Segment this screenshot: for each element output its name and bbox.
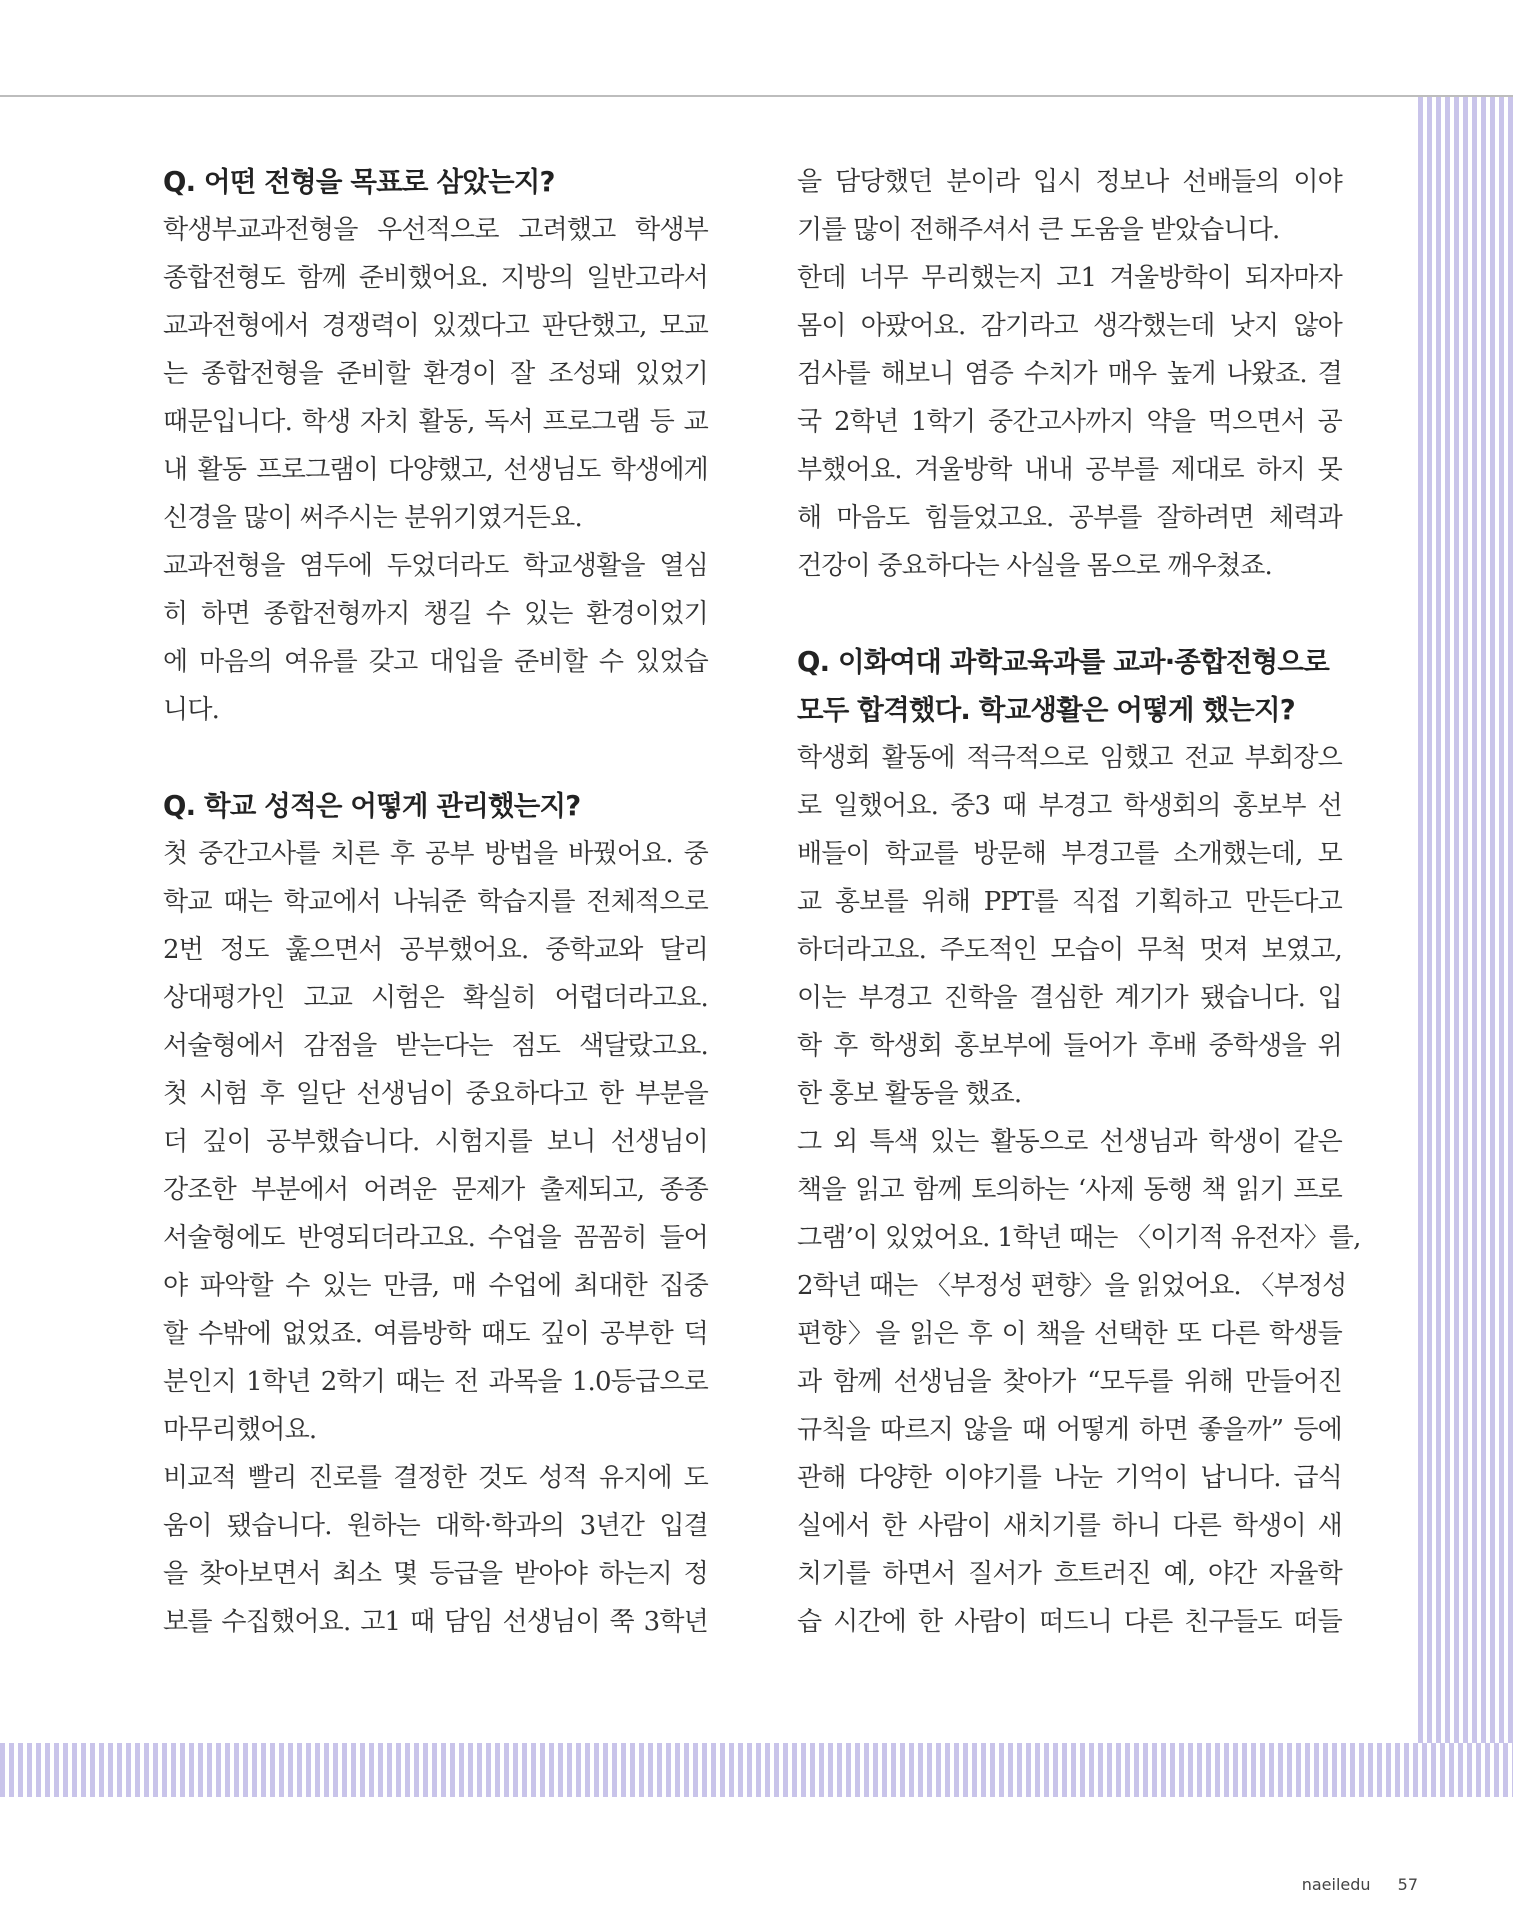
text-line: 치기를 하면서 질서가 흐트러진 예, 야간 자율학 [797, 1559, 1342, 1589]
question-heading [797, 638, 1342, 734]
answer-paragraph [163, 206, 708, 542]
text-line: 학생회 활동에 적극적으로 임했고 전교 부회장으 [797, 743, 1342, 773]
text-line: 신경을 많이 써주시는 분위기였거든요. [163, 503, 582, 533]
question-heading: Q. 어떤 전형을 목표로 삼았는지? [163, 166, 555, 198]
text-line: 서술형에도 반영되더라고요. 수업을 꼼꼼히 들어 [163, 1223, 708, 1253]
text-line: 배들이 학교를 방문해 부경고를 소개했는데, 모 [797, 839, 1342, 869]
answer-paragraph [163, 830, 708, 1454]
page-footer [1302, 1875, 1418, 1894]
text-line: 히 하면 종합전형까지 챙길 수 있는 환경이었기 [163, 599, 708, 629]
text-line: 해 마음도 힘들었고요. 공부를 잘하려면 체력과 [797, 503, 1342, 533]
text-line: 는 종합전형을 준비할 환경이 잘 조성돼 있었기 [163, 359, 708, 389]
text-line: 교과전형을 염두에 두었더라도 학교생활을 열심 [163, 551, 708, 581]
text-line: 2번 정도 훑으면서 공부했어요. 중학교와 달리 [163, 935, 708, 965]
text-line: 을 찾아보면서 최소 몇 등급을 받아야 하는지 정 [163, 1559, 708, 1589]
question-heading: Q. 학교 성적은 어떻게 관리했는지? [163, 790, 581, 822]
text-line: 로 일했어요. 중3 때 부경고 학생회의 홍보부 선 [797, 791, 1342, 821]
text-line: 할 수밖에 없었죠. 여름방학 때도 깊이 공부한 덕 [163, 1319, 708, 1349]
text-line: 종합전형도 함께 준비했어요. 지방의 일반고라서 [163, 263, 708, 293]
text-line: 내 활동 프로그램이 다양했고, 선생님도 학생에게 [163, 455, 708, 485]
text-line: 한데 너무 무리했는지 고1 겨울방학이 되자마자 [797, 263, 1342, 293]
text-line: 책을 읽고 함께 토의하는 ‘사제 동행 책 읽기 프로 [797, 1175, 1342, 1205]
text-line: 관해 다양한 이야기를 나눈 기억이 납니다. 급식 [797, 1463, 1342, 1493]
answer-paragraph [797, 734, 1342, 1118]
text-line: 몸이 아팠어요. 감기라고 생각했는데 낫지 않아 [797, 311, 1342, 341]
question-heading-line: Q. 이화여대 과학교육과를 교과·종합전형으로 [797, 646, 1329, 678]
text-line: 건강이 중요하다는 사실을 몸으로 깨우쳤죠. [797, 551, 1273, 581]
text-line: 때문입니다. 학생 자치 활동, 독서 프로그램 등 교 [163, 407, 708, 437]
text-line: 부했어요. 겨울방학 내내 공부를 제대로 하지 못 [797, 455, 1342, 485]
text-line: 기를 많이 전해주셔서 큰 도움을 받았습니다. [797, 215, 1280, 245]
text-line: 야 파악할 수 있는 만큼, 매 수업에 최대한 집중 [163, 1271, 708, 1301]
footer-brand: naeiledu [1301, 1875, 1371, 1894]
text-line: 과 함께 선생님을 찾아가 “모두를 위해 만들어진 [797, 1367, 1342, 1397]
text-line: 움이 됐습니다. 원하는 대학·학과의 3년간 입결 [163, 1511, 708, 1541]
text-line: 강조한 부분에서 어려운 문제가 출제되고, 종종 [163, 1175, 708, 1205]
right-column [797, 158, 1361, 1646]
answer-paragraph [797, 158, 1342, 254]
text-line: 편향〉을 읽은 후 이 책을 선택한 또 다른 학생들 [797, 1319, 1342, 1349]
text-line: 한 홍보 활동을 했죠. [797, 1079, 1022, 1109]
text-line: 학생부교과전형을 우선적으로 고려했고 학생부 [163, 215, 708, 245]
answer-paragraph [163, 542, 708, 734]
question-heading-line: 모두 합격했다. 학교생활은 어떻게 했는지? [797, 694, 1295, 726]
text-line: 2학년 때는 〈부정성 편향〉을 읽었어요. 〈부정성 [797, 1271, 1347, 1301]
text-line: 서술형에서 감점을 받는다는 점도 색달랐고요. [163, 1031, 708, 1061]
text-line: 교과전형에서 경쟁력이 있겠다고 판단했고, 모교 [163, 311, 708, 341]
text-line: 규칙을 따르지 않을 때 어떻게 하면 좋을까” 등에 [797, 1415, 1342, 1445]
text-line: 검사를 해보니 염증 수치가 매우 높게 나왔죠. 결 [797, 359, 1342, 389]
text-line: 학 후 학생회 홍보부에 들어가 후배 중학생을 위 [797, 1031, 1342, 1061]
text-line: 니다. [163, 695, 220, 725]
text-line: 국 2학년 1학기 중간고사까지 약을 먹으면서 공 [797, 407, 1342, 437]
text-line: 습 시간에 한 사람이 떠드니 다른 친구들도 떠들 [797, 1607, 1342, 1637]
answer-paragraph [797, 1118, 1361, 1646]
text-line: 교 홍보를 위해 PPT를 직접 기획하고 만든다고 [797, 887, 1342, 917]
answer-paragraph [797, 254, 1342, 590]
text-line: 상대평가인 고교 시험은 확실히 어렵더라고요. [163, 983, 708, 1013]
text-line: 첫 시험 후 일단 선생님이 중요하다고 한 부분을 [163, 1079, 708, 1109]
text-line: 실에서 한 사람이 새치기를 하니 다른 학생이 새 [797, 1511, 1342, 1541]
text-line: 그 외 특색 있는 활동으로 선생님과 학생이 같은 [797, 1127, 1342, 1157]
decorative-stripe-bottom [0, 1743, 1513, 1797]
left-column [163, 158, 708, 1646]
text-line: 분인지 1학년 2학기 때는 전 과목을 1.0등급으로 [163, 1367, 708, 1397]
answer-paragraph [163, 1454, 708, 1646]
text-line: 그램’이 있었어요. 1학년 때는 〈이기적 유전자〉를, [797, 1223, 1361, 1253]
text-line: 을 담당했던 분이라 입시 정보나 선배들의 이야 [797, 167, 1342, 197]
text-line: 하더라고요. 주도적인 모습이 무척 멋져 보였고, [797, 935, 1342, 965]
text-line: 마무리했어요. [163, 1415, 317, 1445]
page-number: 57 [1397, 1875, 1418, 1894]
text-line: 더 깊이 공부했습니다. 시험지를 보니 선생님이 [163, 1127, 708, 1157]
text-line: 비교적 빨리 진로를 결정한 것도 성적 유지에 도 [163, 1463, 708, 1493]
text-line: 학교 때는 학교에서 나눠준 학습지를 전체적으로 [163, 887, 708, 917]
text-line: 보를 수집했어요. 고1 때 담임 선생님이 쭉 3학년 [163, 1607, 708, 1637]
text-line: 첫 중간고사를 치른 후 공부 방법을 바꿨어요. 중 [163, 839, 708, 869]
decorative-stripe-right [1418, 97, 1513, 1797]
text-line: 이는 부경고 진학을 결심한 계기가 됐습니다. 입 [797, 983, 1342, 1013]
text-line: 에 마음의 여유를 갖고 대입을 준비할 수 있었습 [163, 647, 708, 677]
